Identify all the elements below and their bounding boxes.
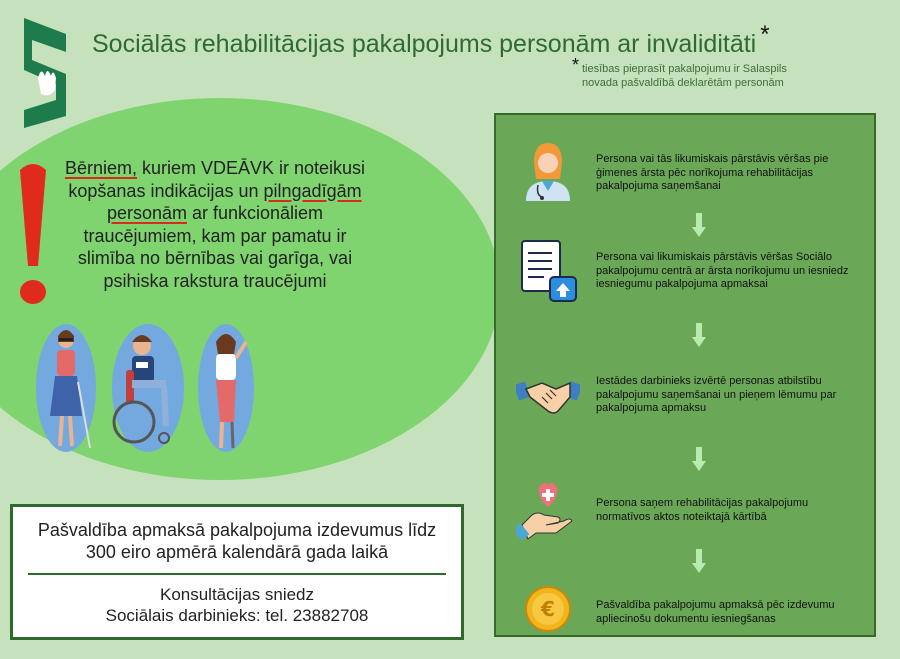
consultation-contact: Sociālais darbinieks: tel. 23882708 [105, 606, 369, 625]
care-hand-icon [516, 477, 580, 541]
arrow-down-icon [692, 323, 706, 347]
step-2-text: Persona vai likumiskais pārstāvis vēršas Sociālo pakalpojumu centrā ar ārsta norīkojumu un iesniedz iesniegumu pakalpojuma apmaksai [596, 251, 849, 290]
step-3 [496, 363, 874, 433]
step-4 [496, 477, 874, 547]
step-4-text: Persona saņem rehabilitācijas pakalpojumu normatīvos aktos noteiktajā kārtībā [596, 497, 809, 523]
arrow-down-icon [692, 549, 706, 573]
step-5-text: Pašvaldība pakalpojumu apmaksā pēc izdevumu apliecinošu dokumentu iesniegšanas [596, 599, 835, 625]
consultation-label: Konsultācijas sniedz [159, 585, 315, 604]
title-text: Sociālās rehabilitācijas pakalpojums personām ar invaliditāti [92, 30, 757, 58]
info-divider [28, 573, 446, 575]
doctor-icon [516, 141, 580, 205]
euro-coin-icon [524, 585, 572, 633]
page-title [92, 21, 770, 59]
eligibility-rest: ar funkcionāliem traucējumiem, kam par pamatu ir slimība no bērnības vai garīga, vai psihiska rakstura traucējumi [77, 203, 353, 291]
eligibility-text [60, 157, 370, 292]
arrow-down-icon [692, 447, 706, 471]
process-steps-panel [494, 113, 876, 637]
consultation-info [13, 584, 461, 626]
eligibility-middle: kuriem VDEĀVK ir noteikusi kopšanas indikācijas un [68, 158, 366, 201]
handshake-icon [516, 363, 580, 427]
exclamation-icon [16, 162, 50, 308]
step-5 [496, 583, 874, 653]
eligibility-adults: pilngadīgām personām [106, 180, 362, 223]
municipality-logo [22, 12, 68, 130]
step-2 [496, 239, 874, 309]
payment-info-box [10, 504, 464, 640]
document-upload-icon [516, 239, 580, 303]
svg-text:€: € [541, 597, 555, 621]
step-1 [496, 141, 874, 211]
step-1-text: Persona vai tās likumiskais pārstāvis vēršas pie ģimenes ārsta pēc norīkojuma rehabilitācijas pakalpojuma saņemšanai [596, 153, 829, 192]
footnote-text: tiesības pieprasīt pakalpojumu ir Salaspils novada pašvaldībā deklarētām personām [582, 63, 787, 89]
eligibility-children: Bērniem, [64, 158, 137, 178]
people-illustration [30, 322, 260, 454]
footnote-asterisk: * [572, 55, 580, 75]
payment-limit-text: Pašvaldība apmaksā pakalpojuma izdevumus līdz 300 eiro apmērā kalendārā gada laikā [37, 520, 437, 562]
eligibility-footnote [572, 55, 812, 90]
step-3-text: Iestādes darbinieks izvērtē personas atbilstību pakalpojumu saņemšanai un pieņem lēmumu par pakalpojuma apmaksu [596, 375, 837, 414]
arrow-down-icon [692, 213, 706, 237]
title-asterisk: * [760, 21, 770, 48]
